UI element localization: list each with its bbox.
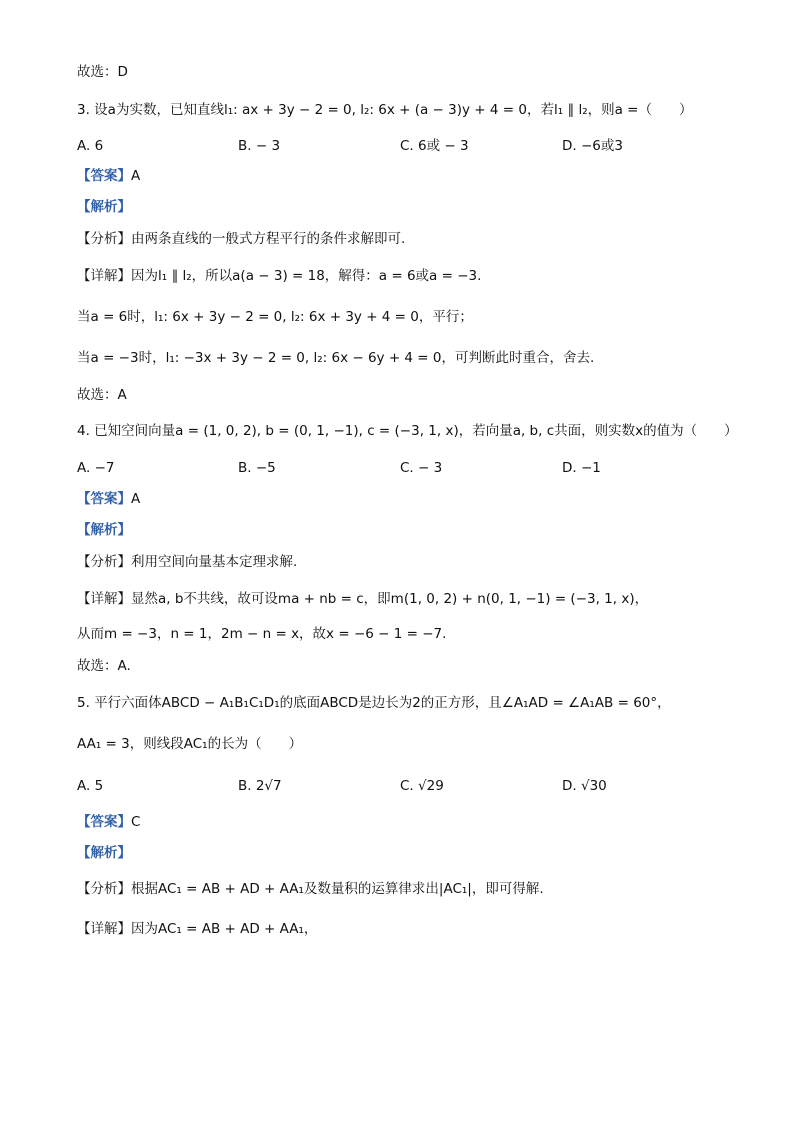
option-b: B. 2√7 (238, 778, 282, 794)
fenxi-tag: 【分析】 (77, 554, 131, 570)
option-b: B. −5 (238, 460, 276, 476)
option-d: D. √30 (562, 778, 607, 794)
answer-value: C (131, 814, 141, 830)
analysis-tag: 【解析】 (77, 199, 131, 215)
xiangjie-tag: 【详解】 (77, 591, 131, 607)
fenxi-tag: 【分析】 (77, 231, 131, 247)
answer-value: A (131, 491, 141, 507)
option-d: D. −6或3 (562, 138, 623, 154)
option-a: A. −7 (77, 460, 115, 476)
cont-line: AA₁ = 3，则线段AC₁的长为（ ） (77, 736, 303, 752)
fenxi-line (77, 553, 297, 571)
case-line: 当a = 6时，l₁: 6x + 3y − 2 = 0, l₂: 6x + 3y + 4 = 0，平行； (77, 309, 473, 325)
option-c: C. − 3 (400, 460, 443, 476)
answer-tag: 【答案】 (77, 168, 131, 184)
option-a: A. 5 (77, 778, 104, 794)
fenxi-tag: 【分析】 (77, 881, 131, 897)
question-4: 4. 已知空间向量a = (1, 0, 2), b = (0, 1, −1), c = (−3, 1, x)，若向量a, b, c共面，则实数x的值为（ ） (77, 423, 738, 439)
xiangjie-text: 因为AC₁ = AB + AD + AA₁， (131, 921, 318, 937)
answer-line (77, 490, 140, 508)
final-answer: 故选：A (77, 387, 127, 403)
analysis-tag: 【解析】 (77, 522, 131, 538)
case-line: 当a = −3时，l₁: −3x + 3y − 2 = 0, l₂: 6x − 6y + 4 = 0，可判断此时重合，舍去. (77, 350, 595, 366)
answer-line (77, 167, 140, 185)
answer-line (77, 813, 140, 831)
xiangjie-text: 显然a, b不共线，故可设ma + nb = c，即m(1, 0, 2) + n(0, 1, −1) = (−3, 1, x)， (131, 591, 649, 607)
final-answer: 故选：A. (77, 658, 131, 674)
fenxi-line (77, 880, 544, 898)
option-c: C. √29 (400, 778, 444, 794)
cont-line: 从而m = −3，n = 1，2m − n = x，故x = −6 − 1 = −7. (77, 626, 447, 642)
xiangjie-line (77, 920, 317, 938)
xiangjie-tag: 【详解】 (77, 921, 131, 937)
answer-tag: 【答案】 (77, 491, 131, 507)
xiangjie-text: 因为l₁ ∥ l₂，所以a(a − 3) = 18，解得：a = 6或a = −3. (131, 268, 482, 284)
fenxi-text: 由两条直线的一般式方程平行的条件求解即可. (131, 231, 406, 247)
fenxi-text: 利用空间向量基本定理求解. (131, 554, 298, 570)
question-5: 5. 平行六面体ABCD − A₁B₁C₁D₁的底面ABCD是边长为2的正方形，且∠A₁AD = ∠A₁AB = 60°， (77, 695, 671, 711)
fenxi-line (77, 230, 405, 248)
xiangjie-line (77, 590, 648, 608)
text-line: 故选：D (77, 64, 128, 80)
analysis-tag: 【解析】 (77, 845, 131, 861)
option-c: C. 6或 − 3 (400, 138, 469, 154)
fenxi-text: 根据AC₁ = AB + AD + AA₁及数量积的运算律求出|AC₁|，即可得解. (131, 881, 544, 897)
option-d: D. −1 (562, 460, 601, 476)
option-b: B. − 3 (238, 138, 281, 154)
xiangjie-line (77, 267, 481, 285)
xiangjie-tag: 【详解】 (77, 268, 131, 284)
answer-value: A (131, 168, 141, 184)
question-3: 3. 设a为实数，已知直线l₁: ax + 3y − 2 = 0, l₂: 6x + (a − 3)y + 4 = 0，若l₁ ∥ l₂，则a =（ ） (77, 102, 693, 118)
answer-tag: 【答案】 (77, 814, 131, 830)
option-a: A. 6 (77, 138, 104, 154)
